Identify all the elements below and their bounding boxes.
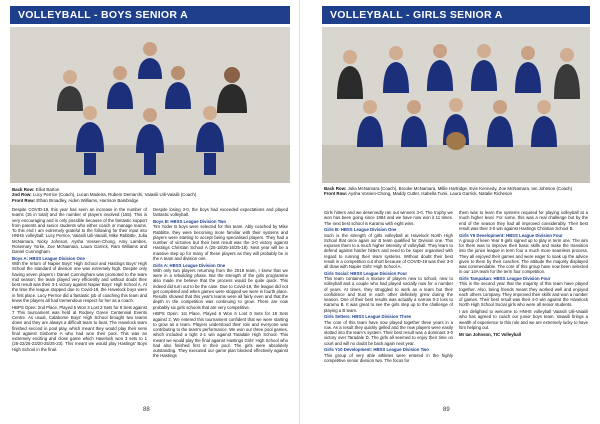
article-paragraph: This is the second year that the majority of this team have played together. Also, being friends meant they worked well and enjoyed each others company. They improved their skills and won a number of games. Their best result was their 4-0 win against the Havelock North High School Social girls who were all senior students. [459, 281, 588, 308]
article-paragraph: HBPS Open: 1st Place, Played 6 Won 6 Lost 0 Sets for 18 Sets against 2. We entered this tournament confident that we were starting to grow as a team. Players understood their role and everyone was contributing to the team's performance. We won our three pool games, which included a tight 2-1 win against Taradale High School. This meant we would play the final against Hastings Girls' High School who had also finished first in their pool. The girls were absolutely outstanding. They executed our game plan blocked effectively against the Hastings [153, 311, 288, 359]
section-heading: Girls Tampakan: HBSS League Division Four [459, 276, 551, 281]
caption-names: Lucy Perrice (Coach), Lucan Madeira, Rubem Demarchi, Vaiasili Uili-Vaiaiili (Coach) [31, 192, 197, 198]
article-columns-left [12, 207, 288, 360]
section-heading: Girls A: HBSS League Division One [153, 262, 226, 268]
page-number: 88 [143, 407, 150, 413]
caption-names: Ethan Broadley, Aiden Williams, Harrison Bainbridge [35, 197, 139, 203]
page-banner-girls: VOLLEYBALL - GIRLS SENIOR A [322, 6, 590, 24]
caption-label: Front Row: [324, 191, 348, 197]
article-paragraph: This group of very able athletes were entered in the highly competitive senior division two. The focus for [324, 352, 453, 363]
article-paragraph: With only two players returning from the 2019 team, I knew that we were in a rebuilding phase. But the strength of the girls programme also made me believe that the process would be quite quick. This indeed did turn out to be the case. Due to Covid-19, the league did not get completed and when games were stopped we were in fourth place. Results showed that this year's teams were all fairly even and that the depth in the competition was continuing to grow. There are now probably six girls schools that are very competitive. [153, 267, 288, 310]
article-paragraph: With the return of Napier Boys' High School and Hastings Boys' High School the standard of division one was extremely high. Despite only having seven players I Daniel Cunningham was promoted to the team mid season; the team played very efficiently and without doubt their best result was their 3-1 victory against Napier Boys' High School A. At the time the league stopped due to Covid-19, the Havelock boys were in first place. Lucy Perrice did a fantastic job of coaching this team and knew the players all had tremendous respect for her as a coach. [12, 261, 147, 303]
photo-caption-boys [12, 187, 290, 203]
caption-names: Aysha Vossen-Chong, Maddy Cutter, Isabella Turei, Laura Garrick, Natalie Richeson [347, 191, 513, 197]
signature: Mr Ian Johnson, TIC Volleyball [459, 331, 521, 337]
article-paragraph: I am delighted to welcome to HNHS volleyball Vaiasili Uili-Vaiaiili who has agreed to coach our junior boys team. Vaiasili brings a wealth of experience to this role and we are extremely lucky to have him helping out. [459, 309, 588, 330]
article-paragraph: Tim Yoder B boys were selected for this team. Ably coached by Mike Rabbitte, they were becoming more familiar with their systems and players were starting to accept being specialised players. They had a number of victories but their best result was the 3-0 victory against Hastings Christian School A (25-18/25-16/25-18). Next year will be a massive step up for many of these players as they will probably be in the A team and division one. [153, 224, 288, 261]
article-paragraph: A group of keen Year 9 girls signed up to play in term one. The aim for them was to improve their basic skills and make the transition into the junior league in term four a much more seamless process. They all enjoyed their games and were eager to soak up the advice given to them by their coaches. The attitude the majority displayed was commendable. The core of this group have now been selected in our 14A team for the term four competition. [459, 237, 588, 275]
section-heading: Girls Social: HBSS League Division Four [324, 270, 408, 276]
section-heading: Girls Setters: HBSS League Division Three [324, 314, 412, 320]
section-heading: Girls B: HBSS League Division One [324, 227, 397, 233]
article-paragraph: The core of this team have now played together three years in a row. As a result they quickly gelled and the new players were easily slotted into the team's system. Their best result was a dominant 3-0 victory over Taradale D. The girls all seemed to enjoy their time on court and will no doubt be back again next year. [324, 319, 453, 346]
caption-label: Back Row: [324, 186, 347, 191]
article-column [12, 207, 147, 360]
caption-label: 2nd Row: [12, 192, 32, 198]
article-column [153, 207, 288, 360]
article-paragraph: Despite COVID-19, this year has seen an increase in the number of teams (15 in total) and the number of players involved (155). This is very encouraging and is only possible because of the fantastic support from parents and senior students who either coach or manage teams. To this end I am extremely grateful to the following for their input into HNHS volleyball: Lucy Perrice, Vaiasili Uili-Vaiaiili, Mike Rabbitte, Julia McNamara, Nicky Johnson, Aysha Vossen-Chong, Amy Lambes, Rosemary Yorke, Zoe McNamara, Laura Garrick, Ram Williams and Daniel Cunningham. [12, 207, 147, 254]
article-paragraph: Girls hitters and we deservedly ran out winners 3-0. The trophy we won has been going since 1984 and we have now won it 11 times. The next best school is Karamu with eight wins. [324, 210, 453, 226]
right-page [300, 0, 600, 424]
article-paragraph: Such is the strength of girls volleyball at Havelock North High School that once again our B team qualified for Division one. This exposes them to a much higher intensity of volleyball. They learn to defend against harder hitters and need to be super organised with regard to running their team systems. Without doubt their best result in a competition cut short because of COVID-19 was their 3-0 all draw with Napier Girls' High School A. [324, 232, 453, 269]
team-photo-boys-image [10, 27, 290, 183]
section-heading: Boys A: HBSS League Division One [12, 255, 85, 261]
page-number: 89 [443, 407, 450, 413]
caption-names: Elliot Barton [34, 187, 60, 192]
article-paragraph: them was to learn the systems required for playing volleyball at a much higher level. For some, this was a real challenge but by the end of the season they had all improved considerably. Their best result was their 3-0 win against Hastings Christian School B. [459, 210, 588, 231]
team-photo-boys [10, 27, 290, 183]
page-banner-boys: VOLLEYBALL - BOYS SENIOR A [10, 6, 290, 24]
team-photo-girls-image [322, 27, 590, 183]
section-heading: Girls Y9 Development: HBSS League Division Four [459, 232, 563, 238]
article-paragraph: HBPS Open: 2nd Place, Played 5 Won 3 Lost 2 Sets for 9 Sets against 7 This tournament was held at Rodney Green Centennial Events Centre. As usual, Calaborne Boys' High School brought two teams down and they are always a difficult team to beat. The Havelock team finished second in pool play, which meant they would play their semi final against Gisborne A who had won their pool. This was an extremely exciting and close game which Havelock won 3 sets to 1 (25-22/25-23/20-25/25-23). This meant we would play Hastings' Boys High School in the final. [12, 304, 147, 352]
caption-names: Julia McNamara (Coach), Brooke McNamara, Millie Hartridge, Evie Kennedy, Zoe McNamara, Ian Johnson (Coach) [346, 186, 573, 191]
trophy-icon [446, 132, 466, 150]
article-column [324, 210, 453, 365]
article-columns-right [324, 210, 588, 365]
caption-label: Front Row: [12, 197, 36, 203]
section-heading: Boys B: HBSS League Division Two [153, 219, 226, 224]
article-paragraph: This team contained a mixture of players new to school, new to volleyball and a couple who had played socially now for a number of years. At times, they struggled to work as a team but their confidence and trust in each other definitely grew during the season. One of their best results was actually a narrow 0-2 loss to Karamu B. It was great to see the girls step up to the challenge of playing a B team. [324, 276, 453, 313]
section-heading: Girls Y10 Development: HBSS League Division Two [324, 347, 429, 353]
caption-label: Back Row: [12, 187, 35, 192]
photo-caption-girls [324, 186, 590, 197]
article-column [459, 210, 588, 365]
team-photo-girls [322, 27, 590, 183]
article-paragraph: Despite losing 3-0, the boys had exceeded expectations and played fantastic volleyball. [153, 207, 288, 218]
